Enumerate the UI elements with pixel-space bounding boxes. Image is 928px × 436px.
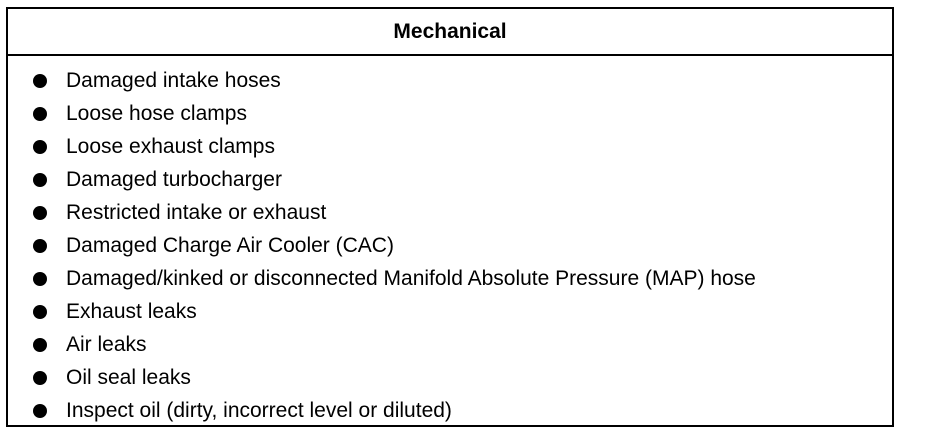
mechanical-table [6, 7, 894, 427]
bullet-icon [33, 371, 47, 385]
bullet-icon [33, 74, 47, 88]
bullet-icon [33, 206, 47, 220]
list-item-text: Restricted intake or exhaust [66, 200, 327, 224]
list-item-text: Inspect oil (dirty, incorrect level or diluted) [66, 398, 452, 422]
bullet-list [8, 64, 756, 427]
list-item [8, 229, 756, 262]
bullet-icon [33, 140, 47, 154]
bullet-icon [33, 338, 47, 352]
bullet-icon [33, 404, 47, 418]
list-item [8, 163, 756, 196]
list-item [8, 328, 756, 361]
list-item [8, 394, 756, 427]
list-item-text: Damaged intake hoses [66, 68, 281, 92]
list-item-text: Air leaks [66, 332, 147, 356]
list-item [8, 295, 756, 328]
list-item-text: Damaged turbocharger [66, 167, 282, 191]
list-item-text: Damaged Charge Air Cooler (CAC) [66, 233, 394, 257]
bullet-icon [33, 305, 47, 319]
bullet-icon [33, 239, 47, 253]
list-item-text: Exhaust leaks [66, 299, 197, 323]
list-item-text: Loose hose clamps [66, 101, 247, 125]
list-item-text: Damaged/kinked or disconnected Manifold Absolute Pressure (MAP) hose [66, 266, 756, 290]
list-item [8, 64, 756, 97]
table-header: Mechanical [8, 9, 892, 56]
list-item [8, 262, 756, 295]
bullet-icon [33, 272, 47, 286]
list-item [8, 130, 756, 163]
list-item-text: Oil seal leaks [66, 365, 191, 389]
list-item [8, 361, 756, 394]
list-item-text: Loose exhaust clamps [66, 134, 275, 158]
bullet-icon [33, 107, 47, 121]
list-item [8, 196, 756, 229]
bullet-icon [33, 173, 47, 187]
list-item [8, 97, 756, 130]
